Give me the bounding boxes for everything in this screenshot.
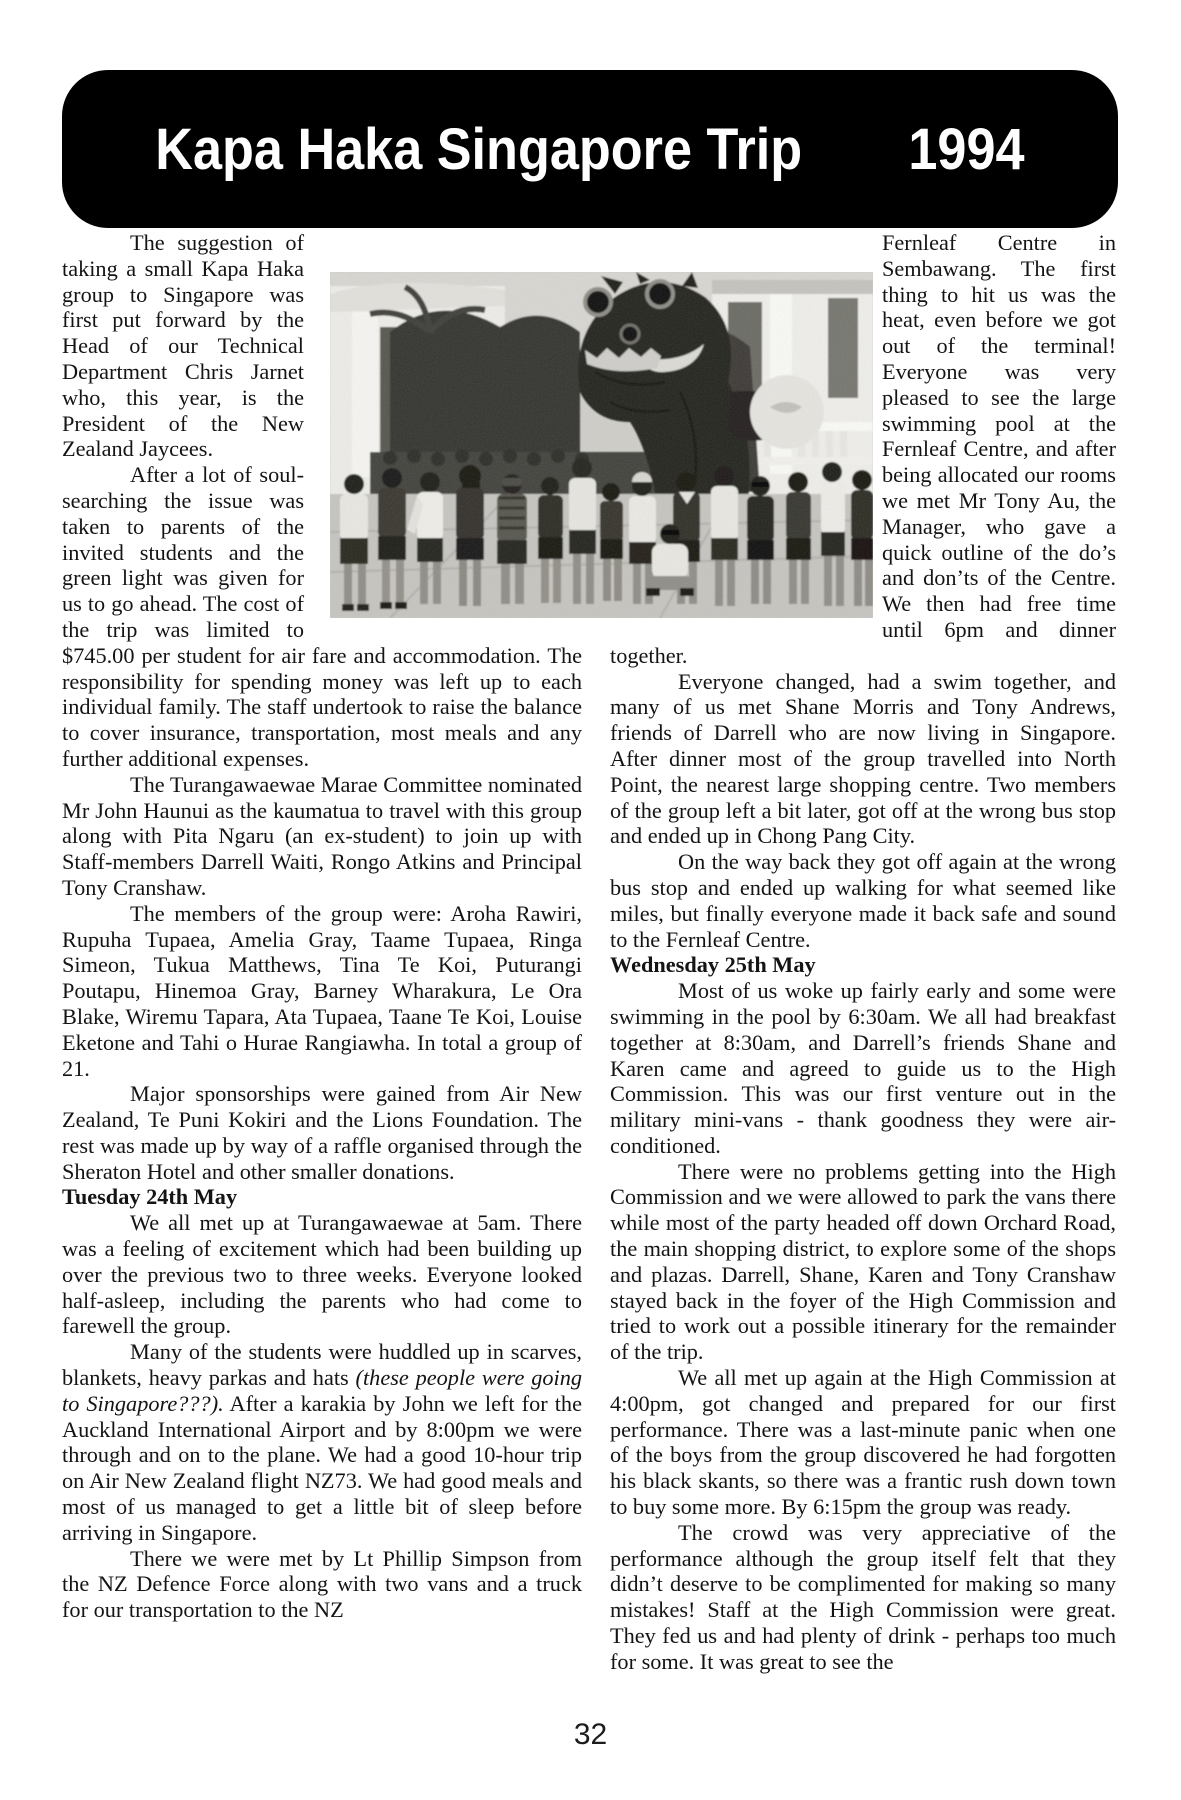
article-title: Kapa Haka Singapore Trip — [155, 116, 803, 182]
subheading-wednesday-25th-may: Wednesday 25th May — [610, 952, 816, 978]
paragraph-marae-committee: The Turangawaewae Marae Committee nominated Mr John Haunui as the kaumatua to travel with this group along with Pita Ngaru (an ex-student) to join up with Staff-members Darrell Waiti, Rongo Atkins and Principal Tony Cranshaw. — [62, 771, 582, 900]
article-header-banner — [62, 70, 1118, 228]
paragraph-group-members: The members of the group were: Aroha Rawiri, Rupuha Tupaea, Amelia Gray, Taame Tupaea, Ringa Simeon, Tukua Matthews, Tina Te Koi, Puturangi Poutapu, Hinemoa Gray, Barney Wharakura, Le Ora Blake, Wiremu Tapara, Ata Tupaea, Taane Te Koi, Louise Eketone and Tahi o Hurae Rangiawha. In total a group of 21. — [62, 900, 582, 1081]
right-column — [610, 230, 1116, 1675]
paragraph-wrong-bus-stop: On the way back they got off again at the wrong bus stop and ended up walking for what seemed like miles, but finally everyone made it back safe and sound to the Fernleaf Centre. — [610, 849, 1116, 952]
photo-wrap-spacer-left — [304, 230, 582, 632]
paragraph-flight — [62, 1339, 582, 1545]
article-header-row — [155, 116, 1024, 183]
paragraph-high-commission: There were no problems getting into the High Commission and we were allowed to park the vans there while most of the party headed off down Orchard Road, the main shopping district, to explore some of the shops and plazas. Darrell, Shane, Karen and Tony Cranshaw stayed back in the foyer of the High Commission and tried to work out a possible itinerary for the remainder of the trip. — [610, 1158, 1116, 1365]
subheading-tuesday-24th-may: Tuesday 24th May — [62, 1184, 238, 1210]
paragraph-suggestion: The suggestion of taking a small Kapa Haka group to Singapore was first put forward by the Head of our Technical Department Chris Jarnet who, this year, is the President of the New Zealand Jaycees. — [62, 230, 304, 462]
flight-text-start: Many of the students were huddled up in scarves, blankets, heavy parkas and hats — [62, 1339, 582, 1391]
left-column — [62, 230, 582, 1623]
article-year: 1994 — [908, 116, 1025, 182]
photo-wrap-spacer-right — [610, 230, 882, 632]
paragraph-departure: We all met up at Turangawaewae at 5am. There was a feeling of excitement which had been building up over the previous two to three weeks. Everyone looked half-asleep, including the parents who had come to farewell the group. — [62, 1210, 582, 1339]
paragraph-early-morning: Most of us woke up fairly early and some were swimming in the pool by 6:30am. We all had breakfast together at 8:30am, and Darrell’s friends Shane and Karen came and agreed to guide us to the High Commission. This was our first venture out in the military mini-vans - thank goodness they were air-conditioned. — [610, 978, 1116, 1158]
paragraph-soul-searching: After a lot of soul-searching the issue was taken to parents of the invited students and the green light was given for us to go ahead. The cost of the trip was limited to $745.00 per student for air fare and accommodation. The responsibility for spending money was left up to each individual family. The staff undertook to raise the balance to cover insurance, transportation, most meals and any further additional expenses. — [62, 462, 582, 771]
flight-text-italic-aside: (these people were going to Singapore???). — [62, 1365, 582, 1416]
paragraph-first-performance: We all met up again at the High Commission at 4:00pm, got changed and prepared for our first performance. There was a last-minute panic when one of the boys from the group discovered he had forgotten his black skants, so there was a frantic rush down town to buy some more. By 6:15pm the group was ready. — [610, 1365, 1116, 1520]
paragraph-appreciative-crowd: The crowd was very appreciative of the performance although the group itself felt that they didn’t deserve to be complimented for making so many mistakes! Staff at the High Commission were great. They fed us and had plenty of drink - perhaps too much for some. It was great to see the — [610, 1519, 1116, 1674]
page-number: 32 — [573, 1718, 608, 1751]
paragraph-fernleaf-centre: Fernleaf Centre in Sembawang. The first thing to hit us was the heat, even before we got out of the terminal! Everyone was very pleased to see the large swimming pool at the Fernleaf Centre, and after being allocated our rooms we met Mr Tony Au, the Manager, who gave a quick outline of the do’s and don’ts of the Centre. We then had free time until 6pm and dinner together. — [610, 230, 1116, 668]
paragraph-sponsorships: Major sponsorships were gained from Air New Zealand, Te Puni Kokiri and the Lions Foundation. The rest was made up by way of a raffle organised through the Sheraton Hotel and other smaller donations. — [62, 1081, 582, 1184]
paragraph-swim-north-point: Everyone changed, had a swim together, and many of us met Shane Morris and Tony Andrews, friends of Darrell who are now living in Singapore. After dinner most of the group travelled into North Point, the nearest large shopping centre. Two members of the group left a bit later, got off at the wrong bus stop and ended up in Chong Pang City. — [610, 668, 1116, 849]
paragraph-arrival: There we were met by Lt Phillip Simpson from the NZ Defence Force along with two vans and a truck for our transportation to the NZ — [62, 1545, 582, 1623]
flight-text-end: After a karakia by John we left for the Auckland International Airport and by 8:00pm we were through and on to the plane. We had a good 10-hour trip on Air New Zealand flight NZ73. We had good meals and most of us managed to get a little bit of sleep before arriving in Singapore. — [62, 1390, 582, 1545]
